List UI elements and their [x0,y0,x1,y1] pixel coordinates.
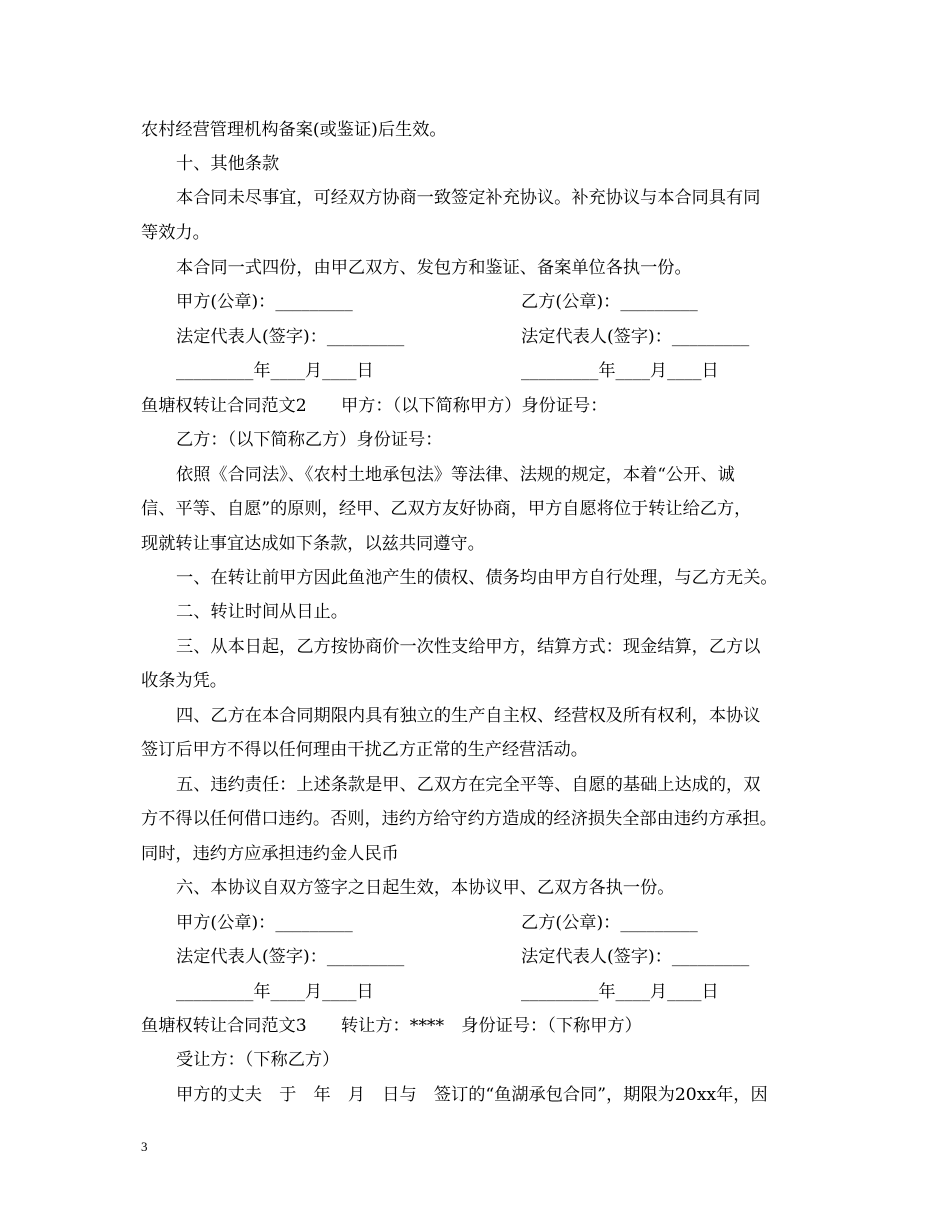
contract-title: 鱼塘权转让合同范文3 转让方：**** 身份证号：（下称甲方） [141,1016,642,1036]
clause: 二、转让时间从日止。 [176,602,348,622]
page-number: 3 [141,1139,148,1154]
party-a-seal: 甲方(公章)：_________ [176,913,353,933]
text-line: 依照《合同法》、《农村土地承包法》等法律、法规的规定，本着“公开、诚 [176,465,735,485]
party-b-seal: 乙方(公章)：_________ [521,292,698,312]
text-line: 现就转让事宜达成如下条款，以兹共同遵守。 [141,534,485,554]
party-a-representative: 法定代表人(签字)：_________ [176,947,405,967]
clause: 三、从本日起，乙方按协商价一次性支给甲方，结算方式：现金结算，乙方以 [176,637,761,657]
party-b-date: _________年____月____日 [521,982,719,1002]
text-line: 受让方：（下称乙方） [176,1050,340,1070]
party-b-representative: 法定代表人(签字)：_________ [521,327,750,347]
text-line: 信、平等、自愿”的原则，经甲、乙双方友好协商，甲方自愿将位于转让给乙方， [141,499,752,519]
party-b-seal: 乙方(公章)：_________ [521,913,698,933]
clause: 六、本协议自双方签字之日起生效，本协议甲、乙双方各执一份。 [176,878,675,898]
contract-title: 鱼塘权转让合同范文2 甲方：（以下简称甲方）身份证号： [141,396,608,416]
text-line: 甲方的丈夫 于 年 月 日与 签订的“鱼湖承包合同”，期限为20xx年，因 [176,1085,768,1105]
text-line: 乙方：（以下简称乙方）身份证号： [176,430,443,450]
text-line: 农村经营管理机构备案(或鉴证)后生效。 [141,120,447,140]
text-line: 本合同一式四份，由甲乙双方、发包方和鉴证、备案单位各执一份。 [176,258,692,278]
section-heading: 十、其他条款 [176,154,280,174]
clause: 一、在转让前甲方因此鱼池产生的债权、债务均由甲方自行处理，与乙方无关。 [176,568,778,588]
text-line: 收条为凭。 [141,671,227,691]
text-line: 签订后甲方不得以任何理由干扰乙方正常的生产经营活动。 [141,740,588,760]
party-b-date: _________年____月____日 [521,361,719,381]
party-a-representative: 法定代表人(签字)：_________ [176,327,405,347]
text-line: 等效力。 [141,223,210,243]
text-line: 本合同未尽事宜，可经双方协商一致签定补充协议。补充协议与本合同具有同 [176,188,761,208]
text-line: 方不得以任何借口违约。否则，违约方给守约方造成的经济损失全部由违约方承担。 [141,809,777,829]
clause: 五、违约责任：上述条款是甲、乙双方在完全平等、自愿的基础上达成的，双 [176,775,761,795]
clause: 四、乙方在本合同期限内具有独立的生产自主权、经营权及所有权利，本协议 [176,706,761,726]
text-line: 同时，违约方应承担违约金人民币 [141,844,399,864]
party-a-seal: 甲方(公章)：_________ [176,292,353,312]
party-a-date: _________年____月____日 [176,982,374,1002]
party-a-date: _________年____月____日 [176,361,374,381]
party-b-representative: 法定代表人(签字)：_________ [521,947,750,967]
